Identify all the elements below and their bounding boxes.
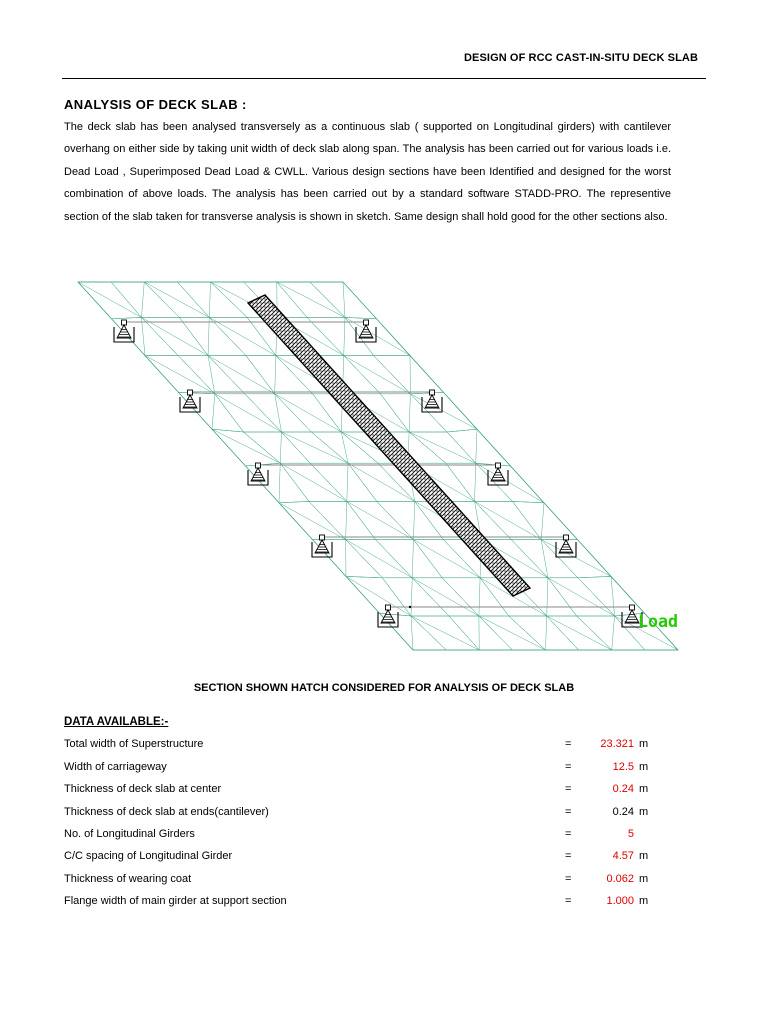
- data-label: Thickness of deck slab at center: [64, 783, 222, 795]
- data-label: Width of carriageway: [64, 761, 167, 773]
- mesh-elements: [78, 282, 678, 650]
- sketch-caption: SECTION SHOWN HATCH CONSIDERED FOR ANALYSIS OF DECK SLAB: [193, 682, 575, 694]
- support-symbol: [248, 463, 268, 485]
- data-label: Total width of Superstructure: [64, 738, 204, 750]
- support-symbol: [378, 605, 398, 627]
- data-equals: =: [565, 873, 572, 885]
- data-value: 0.062: [606, 873, 634, 885]
- data-unit: m: [639, 761, 649, 773]
- data-row: [64, 895, 664, 913]
- data-row: [64, 828, 664, 846]
- data-equals: =: [565, 761, 572, 773]
- deck-slab-sketch: [0, 270, 768, 660]
- data-value: 12.5: [612, 761, 634, 773]
- data-row: [64, 850, 664, 868]
- data-equals: =: [565, 850, 572, 862]
- slab-outline: [78, 282, 678, 650]
- data-label: Thickness of wearing coat: [64, 873, 192, 885]
- girder-lines: [122, 322, 632, 607]
- data-value: 23.321: [600, 738, 634, 750]
- data-unit: m: [639, 738, 649, 750]
- header-rule: [62, 78, 706, 79]
- data-heading: DATA AVAILABLE:-: [64, 716, 169, 728]
- hatched-section-strip: [248, 295, 530, 596]
- data-label: Flange width of main girder at support section: [64, 895, 287, 907]
- data-row: [64, 783, 664, 801]
- data-row: [64, 806, 664, 824]
- data-unit: m: [639, 895, 649, 907]
- support-symbol: [488, 463, 508, 485]
- data-row: [64, 738, 664, 756]
- data-equals: =: [565, 895, 572, 907]
- data-value: 0.24: [612, 806, 634, 818]
- analysis-paragraph: The deck slab has been analysed transversely as a continuous slab ( supported on Longitudinal girders) with cantilever overhang on either side by taking unit width of deck slab along span. The analysis has been carried out for various loads i.e. Dead Load , Superimposed Dead Load & CWLL. Various design sections have been Identified and designed for the worst combination of above loads. The analysis has been carried out by a standard software STADD-PRO. The representive section of the slab taken for transverse analysis is shown in sketch. Same design shall hold good for the other sections also.: [64, 121, 671, 223]
- data-unit: m: [639, 806, 649, 818]
- data-value: 0.24: [612, 783, 634, 795]
- data-label: C/C spacing of Longitudinal Girder: [64, 850, 233, 862]
- support-symbol: [312, 535, 332, 557]
- data-equals: =: [565, 783, 572, 795]
- data-equals: =: [565, 806, 572, 818]
- load-label: Load: [638, 612, 678, 632]
- data-label: No. of Longitudinal Girders: [64, 828, 195, 840]
- support-symbol: [114, 320, 134, 342]
- support-symbol: [556, 535, 576, 557]
- fe-mesh: [78, 282, 678, 650]
- data-value: 4.57: [612, 850, 634, 862]
- data-equals: =: [565, 828, 572, 840]
- data-value: 1.000: [606, 895, 634, 907]
- supports: [114, 320, 642, 627]
- data-unit: m: [639, 873, 649, 885]
- data-row: [64, 873, 664, 891]
- data-value: 5: [627, 828, 634, 840]
- section-heading: ANALYSIS OF DECK SLAB :: [64, 97, 247, 112]
- document-title: DESIGN OF RCC CAST-IN-SITU DECK SLAB: [464, 52, 698, 64]
- data-unit: m: [639, 850, 649, 862]
- node-dot: [409, 606, 411, 608]
- data-unit: m: [639, 783, 649, 795]
- data-label: Thickness of deck slab at ends(cantilever): [64, 806, 269, 818]
- data-equals: =: [565, 738, 572, 750]
- data-row: [64, 761, 664, 779]
- support-symbol: [356, 320, 376, 342]
